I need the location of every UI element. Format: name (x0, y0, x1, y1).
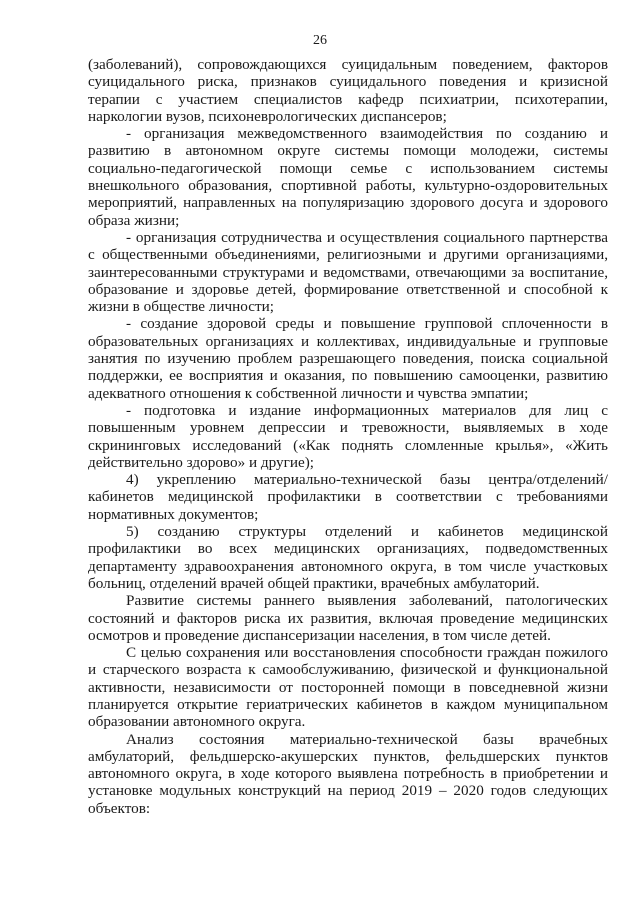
paragraph-item-4: 4) укреплению материально-технической базы центра/отделений/ кабинетов медицинской профилактики в соответствии с требованиями нормативных документов; (88, 471, 608, 523)
document-body (88, 56, 608, 817)
paragraph-bullet-info-materials: - подготовка и издание информационных материалов для лиц с повышенным уровнем депрессии и тревожности, выявляемых в ходе скрининговых исследований («Как поднять сломленные крылья», «Жить действительно здорово» и другие); (88, 401, 608, 471)
paragraph-bullet-healthy-environment: - создание здоровой среды и повышение групповой сплоченности в образовательных организациях и коллективах, индивидуальные и групповые занятия по изучению проблем разрешающего поведения, поиска социальной поддержки, ее восприятия и оказания, по повышению самооценки, развитию адекватного отношения к собственной личности и чувства эмпатии; (88, 315, 608, 402)
paragraph-bullet-partnership: - организация сотрудничества и осуществления социального партнерства с общественными объединениями, религиозными и другими организациями, заинтересованными структурами и ведомствами, отвечающими за воспитание, образование и здоровье детей, формирование ответственной и способной к жизни в обществе личности; (88, 228, 608, 316)
paragraph-early-detection: Развитие системы раннего выявления заболеваний, патологических состояний и факторов риска их развития, включая проведение медицинских осмотров и проведение диспансеризации населения, в том числе детей. (88, 592, 608, 644)
paragraph-continuation: (заболеваний), сопровождающихся суицидальным поведением, факторов суицидального риска, признаков суицидального поведения и кризисной терапии с участием специалистов кафедр психиатрии, психотерапии, наркологии вузов, психоневрологических диспансеров; (88, 56, 608, 125)
paragraph-bullet-interagency: - организация межведомственного взаимодействия по созданию и развитию в автономном округе системы помощи молодежи, системы социально-педагогической помощи семье с использованием системы внешкольного образования, спортивной работы, культурно-оздоровительных мероприятий, направленных на популяризацию здорового досуга и здорового образа жизни; (88, 125, 608, 229)
paragraph-geriatric: С целью сохранения или восстановления способности граждан пожилого и старческого возраста к самообслуживанию, физической и функциональной активности, независимости от посторонней помощи в повседневной жизни планируется открытие гериатрических кабинетов в каждом муниципальном образовании автономного округа. (88, 644, 608, 731)
page-number: 26 (313, 33, 327, 48)
paragraph-analysis: Анализ состояния материально-технической базы врачебных амбулаторий, фельдшерско-акушерских пунктов, фельдшерских пунктов автономного округа, в ходе которого выявлена потребность в приобретении и установке модульных конструкций на период 2019 – 2020 годов следующих объектов: (88, 730, 608, 817)
paragraph-item-5: 5) созданию структуры отделений и кабинетов медицинской профилактики во всех медицинских организациях, подведомственных департаменту здравоохранения автономного округа, в том числе участковых больниц, отделений врачей общей практики, врачебных амбулаторий. (88, 523, 608, 592)
